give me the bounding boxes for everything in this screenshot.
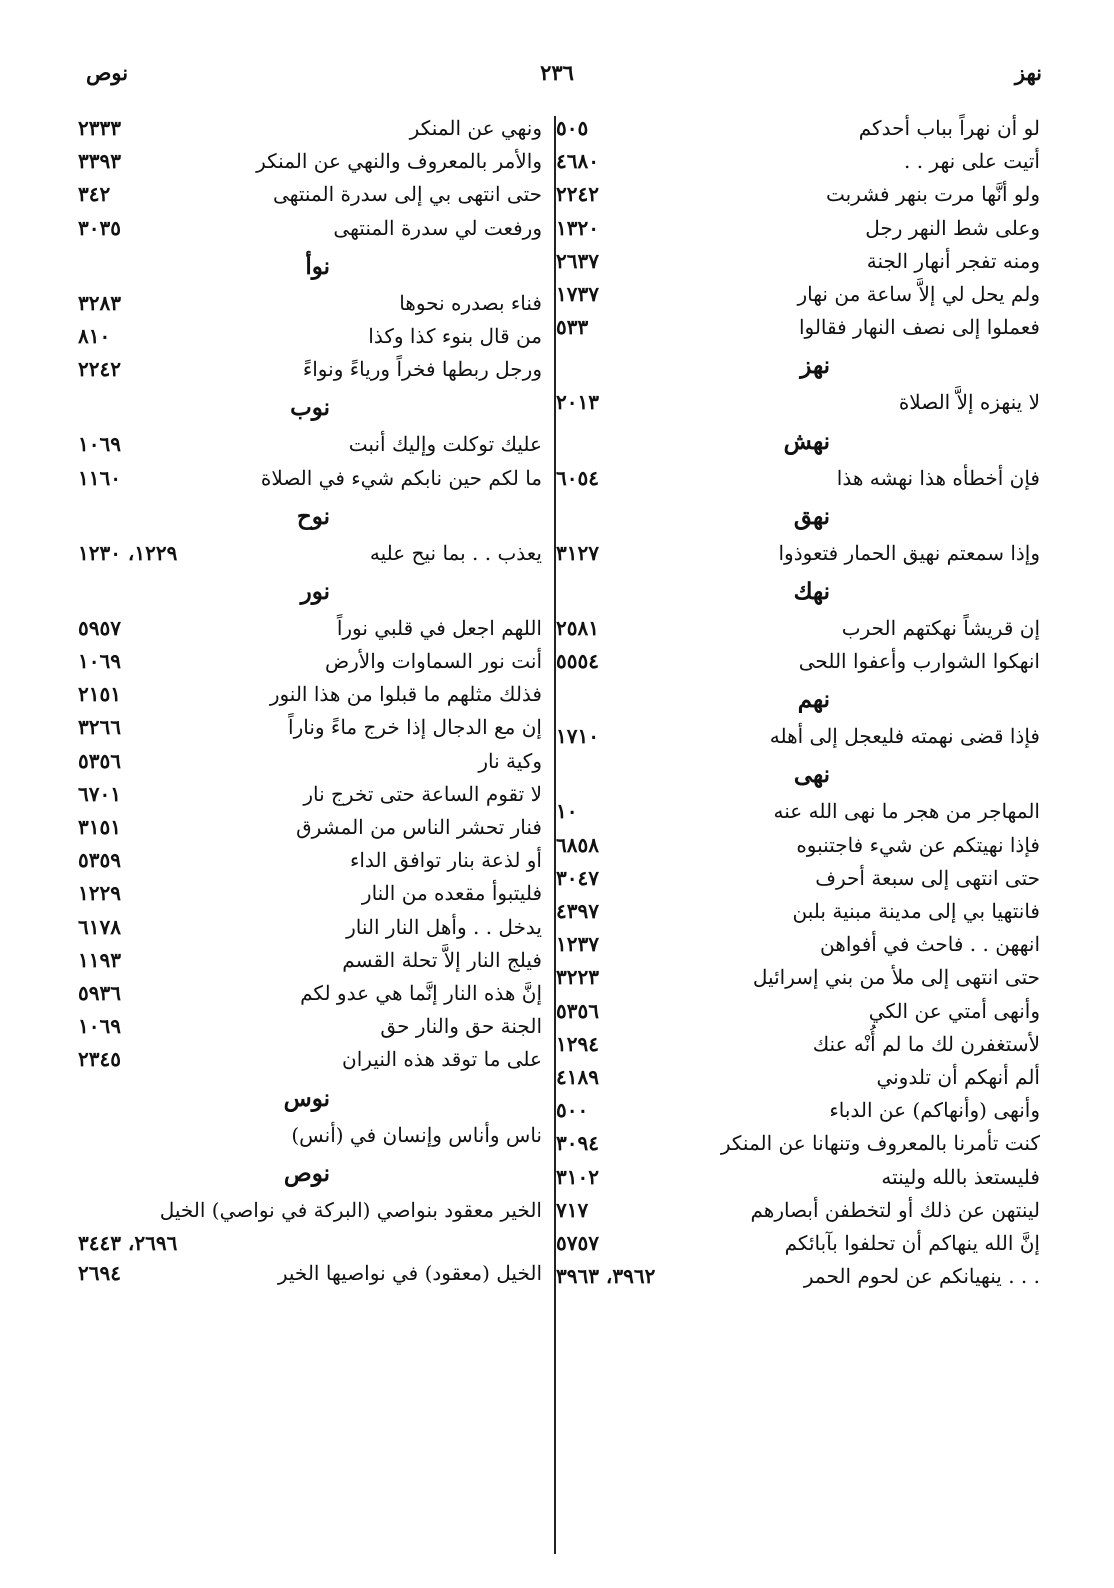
entry-reference-number: ٣٢٢٣	[556, 965, 599, 990]
entry-text: حتى انتهى إلى ملأ من بني إسرائيل	[752, 965, 1040, 990]
entry-reference-number: ٥٣٣	[556, 315, 589, 340]
entry-text: فليتبوأ مقعده من النار	[361, 881, 542, 906]
index-entry	[78, 877, 542, 910]
entry-reference-number: ٢٣٤٥	[78, 1047, 121, 1072]
entry-text: فناء بصدره نحوها	[399, 290, 542, 315]
header-root-word-right: نهز	[1014, 60, 1042, 85]
entry-reference-number: ٢٥٨١	[556, 615, 599, 640]
index-entry	[78, 1257, 542, 1290]
entry-reference-number: ١٠٦٩	[78, 1014, 121, 1039]
index-entry	[556, 862, 1040, 895]
index-entry	[556, 895, 1040, 928]
index-root-heading	[556, 753, 1040, 795]
entry-reference-number: ١٧٣٧	[556, 281, 599, 306]
index-entry	[78, 911, 542, 944]
entry-text: وكية نار	[478, 748, 542, 773]
index-entry	[78, 1010, 542, 1043]
root-heading-text: نوس	[283, 1084, 330, 1112]
index-entry	[78, 1227, 542, 1257]
entry-text: فإن أخطأه هذا نهشه هذا	[836, 465, 1040, 490]
index-root-heading	[556, 344, 1040, 386]
index-entry	[78, 1119, 542, 1152]
entry-reference-number: ٣٢٨٣	[78, 290, 121, 315]
entry-text: انههن . . فاحث في أفواهن	[820, 932, 1040, 957]
entry-text: اللهم اجعل في قلبي نوراً	[336, 615, 542, 640]
entry-text: الجنة حق والنار حق	[380, 1014, 542, 1039]
index-entry	[556, 829, 1040, 862]
entry-reference-number: ٣٠٤٧	[556, 865, 599, 890]
index-root-heading	[556, 570, 1040, 612]
index-entry	[556, 145, 1040, 178]
entry-text: فانتهيا بي إلى مدينة مبنية بلبن	[792, 899, 1040, 923]
index-entry	[556, 245, 1040, 278]
index-entry	[556, 720, 1040, 753]
index-root-heading	[78, 1152, 542, 1194]
entry-text: يدخل . . وأهل النار النار	[346, 914, 542, 939]
entry-reference-number: ٢١٥١	[78, 682, 121, 707]
index-entry	[556, 1127, 1040, 1160]
index-entry	[556, 612, 1040, 645]
entry-reference-number: ٣٤٢	[78, 182, 111, 207]
index-entry	[78, 320, 542, 353]
index-entry	[78, 537, 542, 570]
entry-reference-number: ٥٥٥٤	[556, 649, 599, 674]
entry-reference-number: ٢٦٣٧	[556, 248, 599, 273]
entry-reference-number: ٣٠٩٤	[556, 1131, 599, 1156]
index-entry	[78, 353, 542, 386]
entry-reference-number: ٧١٧	[556, 1197, 589, 1222]
entry-text: وإذا سمعتم نهيق الحمار فتعوذوا	[778, 540, 1040, 565]
entry-text: إنَّ هذه النار إنَّما هي عدو لكم	[300, 980, 542, 1005]
index-entry	[78, 212, 542, 245]
entry-reference-number: ٣١٥١	[78, 815, 121, 839]
entry-text: فإذا قضى نهمته فليعجل إلى أهله	[769, 724, 1040, 749]
entry-text: يعذب . . بما نيح عليه	[369, 540, 542, 565]
index-root-heading	[556, 495, 1040, 537]
entry-reference-number: ١٢٩٤	[556, 1031, 599, 1056]
entry-text: حتى انتهى إلى سبعة أحرف	[815, 865, 1040, 890]
entry-text: إنَّ الله ينهاكم أن تحلفوا بآبائكم	[784, 1230, 1040, 1255]
entry-reference-number: ٥٠٠	[556, 1098, 589, 1123]
entry-reference-number: ١٧١٠	[556, 724, 599, 749]
entry-reference-number: ٥٣٥٦	[78, 748, 121, 773]
entry-reference-number: ٣٠٣٥	[78, 215, 121, 240]
index-entry	[78, 287, 542, 320]
entry-text: لأستغفرن لك ما لم أُنْه عنك	[812, 1031, 1040, 1056]
entry-text: الخيل (معقود) في نواصيها الخير	[277, 1260, 542, 1285]
index-entry	[78, 145, 542, 178]
entry-reference-number: ٤٣٩٧	[556, 899, 599, 923]
entry-reference-number: ٣٩٦٢، ٣٩٦٣	[556, 1264, 656, 1289]
index-entry	[78, 645, 542, 678]
root-heading-text: نهم	[797, 686, 830, 714]
index-root-heading	[78, 570, 542, 612]
index-entry	[78, 711, 542, 744]
root-heading-text: نهى	[793, 761, 830, 789]
entry-reference-number: ٤١٨٩	[556, 1064, 599, 1089]
entry-text: المهاجر من هجر ما نهى الله عنه	[773, 799, 1040, 824]
entry-text: حتى انتهى بي إلى سدرة المنتهى	[272, 182, 542, 207]
entry-text: لينتهن عن ذلك أو لتخطفن أبصارهم	[750, 1197, 1040, 1222]
entry-reference-number: ١٠	[556, 799, 578, 824]
entry-text: وأنهى (وأنهاكم) عن الدباء	[829, 1098, 1040, 1123]
index-entry	[78, 977, 542, 1010]
entry-reference-number: ٣١٢٧	[556, 540, 599, 565]
index-root-heading	[78, 1077, 542, 1119]
index-entry	[556, 386, 1040, 419]
entry-text: ومنه تفجر أنهار الجنة	[866, 248, 1040, 273]
entry-text: لا تقوم الساعة حتى تخرج نار	[303, 781, 542, 806]
index-entry	[556, 645, 1040, 678]
entry-text: فعملوا إلى نصف النهار فقالوا	[798, 315, 1040, 340]
entry-reference-number: ١٠٦٩	[78, 649, 121, 674]
entry-text: أنت نور السماوات والأرض	[324, 649, 542, 674]
entry-text: . . . ينهيانكم عن لحوم الحمر	[803, 1264, 1040, 1289]
index-root-heading	[78, 386, 542, 428]
entry-reference-number: ٦٠٥٤	[556, 465, 599, 490]
root-heading-text: نهك	[793, 577, 830, 605]
index-entry	[556, 212, 1040, 245]
entry-text: ناس وأناس وإنسان في (أنس)	[291, 1122, 542, 1147]
entry-reference-number: ٦٨٥٨	[556, 832, 599, 857]
index-entry	[556, 1061, 1040, 1094]
entry-text: كنت تأمرنا بالمعروف وتنهانا عن المنكر	[720, 1131, 1040, 1156]
index-entry	[78, 1043, 542, 1076]
index-entry	[78, 112, 542, 145]
entry-reference-number: ١٢٢٩، ١٢٣٠	[78, 540, 178, 565]
entry-reference-number: ٣٢٦٦	[78, 715, 121, 740]
index-entry	[556, 1260, 1040, 1293]
index-entry	[78, 844, 542, 877]
index-entry	[556, 1094, 1040, 1127]
entry-reference-number: ١٢٣٧	[556, 932, 599, 957]
index-entry	[556, 1161, 1040, 1194]
index-entry	[78, 778, 542, 811]
index-entry	[78, 462, 542, 495]
entry-text: ولم يحل لي إلاَّ ساعة من نهار	[797, 281, 1040, 306]
entry-text: ونهي عن المنكر	[409, 116, 542, 140]
entry-reference-number: ٦٧٠١	[78, 781, 121, 806]
entry-reference-number: ٢٦٩٤	[78, 1260, 121, 1285]
index-entry	[556, 178, 1040, 211]
entry-reference-number: ٨١٠	[78, 323, 111, 348]
entry-text: على ما توقد هذه النيران	[342, 1047, 542, 1072]
entry-text: فليستعذ بالله ولينته	[881, 1164, 1040, 1189]
entry-text: أتيت على نهر . .	[904, 149, 1040, 174]
entry-reference-number: ١٣٢٠	[556, 215, 599, 240]
entry-reference-number: ٢٢٤٢	[78, 357, 121, 382]
entry-text: ما لكم حين نابكم شيء في الصلاة	[260, 465, 542, 490]
root-heading-text: نوب	[290, 394, 330, 422]
index-entry	[556, 311, 1040, 344]
entry-reference-number: ٥٣٥٩	[78, 848, 121, 873]
entry-text: ورفعت لي سدرة المنتهى	[333, 215, 542, 240]
column-divider	[554, 116, 556, 1554]
entry-text: وأنهى أمتي عن الكي	[868, 998, 1040, 1023]
index-entry	[78, 612, 542, 645]
index-root-heading	[78, 245, 542, 287]
entry-reference-number: ٢٣٣٣	[78, 116, 121, 140]
entry-reference-number: ٢٦٩٦، ٣٤٤٣	[78, 1230, 178, 1255]
index-entry	[78, 944, 542, 977]
entry-text: أو لذعة بنار توافق الداء	[349, 848, 542, 873]
entry-text: والأمر بالمعروف والنهي عن المنكر	[256, 149, 542, 174]
index-root-heading	[78, 495, 542, 537]
entry-reference-number: ٢٢٤٢	[556, 182, 599, 207]
index-root-heading	[556, 420, 1040, 462]
entry-text: فنار تحشر الناس من المشرق	[296, 815, 542, 839]
header-root-word-left: نوص	[86, 60, 129, 85]
index-entry	[78, 178, 542, 211]
index-entry	[556, 1194, 1040, 1227]
root-heading-text: نوأ	[305, 252, 330, 280]
entry-text: فيلج النار إلاَّ تحلة القسم	[342, 947, 542, 972]
entry-reference-number: ٤٦٨٠	[556, 149, 599, 174]
entry-reference-number: ٣١٠٢	[556, 1164, 599, 1189]
index-entry	[78, 811, 542, 844]
entry-text: من قال بنوء كذا وكذا	[368, 323, 542, 348]
entry-reference-number: ٥٩٣٦	[78, 980, 121, 1005]
index-entry	[556, 928, 1040, 961]
index-entry	[78, 678, 542, 711]
entry-text: فإذا نهيتكم عن شيء فاجتنبوه	[796, 832, 1040, 857]
entry-reference-number: ١١٩٣	[78, 947, 121, 972]
entry-text: إن قريشاً نهكتهم الحرب	[841, 615, 1040, 640]
index-entry	[556, 1227, 1040, 1260]
entry-text: ولو أنَّها مرت بنهر فشربت	[825, 182, 1040, 207]
entry-text: ورجل ربطها فخراً ورياءً ونواءً	[302, 357, 542, 382]
entry-reference-number: ٢٠١٣	[556, 390, 599, 415]
entry-text: فذلك مثلهم ما قبلوا من هذا النور	[269, 682, 542, 707]
entry-text: وعلى شط النهر رجل	[865, 215, 1040, 240]
index-entry	[556, 278, 1040, 311]
entry-text: لا ينهزه إلاَّ الصلاة	[898, 390, 1040, 415]
entry-text: انهكوا الشوارب وأعفوا اللحى	[798, 649, 1040, 674]
entry-text: إن مع الدجال إذا خرج ماءً وناراً	[288, 715, 542, 740]
entry-text: ألم أنهكم أن تلدوني	[876, 1064, 1040, 1089]
entry-text: الخير معقود بنواصي (البركة في نواصي) الخيل	[159, 1197, 542, 1222]
root-heading-text: نهز	[800, 352, 830, 380]
page-number: ٢٣٦	[540, 60, 574, 85]
index-entry	[556, 112, 1040, 145]
entry-reference-number: ٥٣٥٦	[556, 998, 599, 1023]
index-entry	[556, 537, 1040, 570]
entry-reference-number: ٦١٧٨	[78, 914, 121, 939]
left-index-column	[78, 112, 542, 1290]
entry-reference-number: ٣٣٩٣	[78, 149, 121, 174]
root-heading-text: نهش	[783, 427, 830, 455]
index-entry	[78, 745, 542, 778]
index-entry	[78, 428, 542, 461]
index-root-heading	[556, 678, 1040, 720]
right-index-column	[556, 112, 1040, 1293]
root-heading-text: نوص	[283, 1159, 330, 1187]
index-entry	[556, 961, 1040, 994]
entry-text: عليك توكلت وإليك أنبت	[348, 432, 542, 457]
entry-text: لو أن نهراً بباب أحدكم	[858, 116, 1040, 140]
index-entry	[78, 1194, 542, 1227]
entry-reference-number: ٥٠٥	[556, 116, 589, 140]
entry-reference-number: ٥٧٥٧	[556, 1230, 599, 1255]
root-heading-text: نهق	[793, 502, 830, 530]
entry-reference-number: ٥٩٥٧	[78, 615, 121, 640]
root-heading-text: نور	[300, 577, 330, 605]
index-entry	[556, 1028, 1040, 1061]
root-heading-text: نوح	[296, 502, 330, 530]
index-entry	[556, 995, 1040, 1028]
entry-reference-number: ١٢٢٩	[78, 881, 121, 906]
entry-reference-number: ١١٦٠	[78, 465, 121, 490]
entry-reference-number: ١٠٦٩	[78, 432, 121, 457]
index-entry	[556, 462, 1040, 495]
index-entry	[556, 795, 1040, 828]
